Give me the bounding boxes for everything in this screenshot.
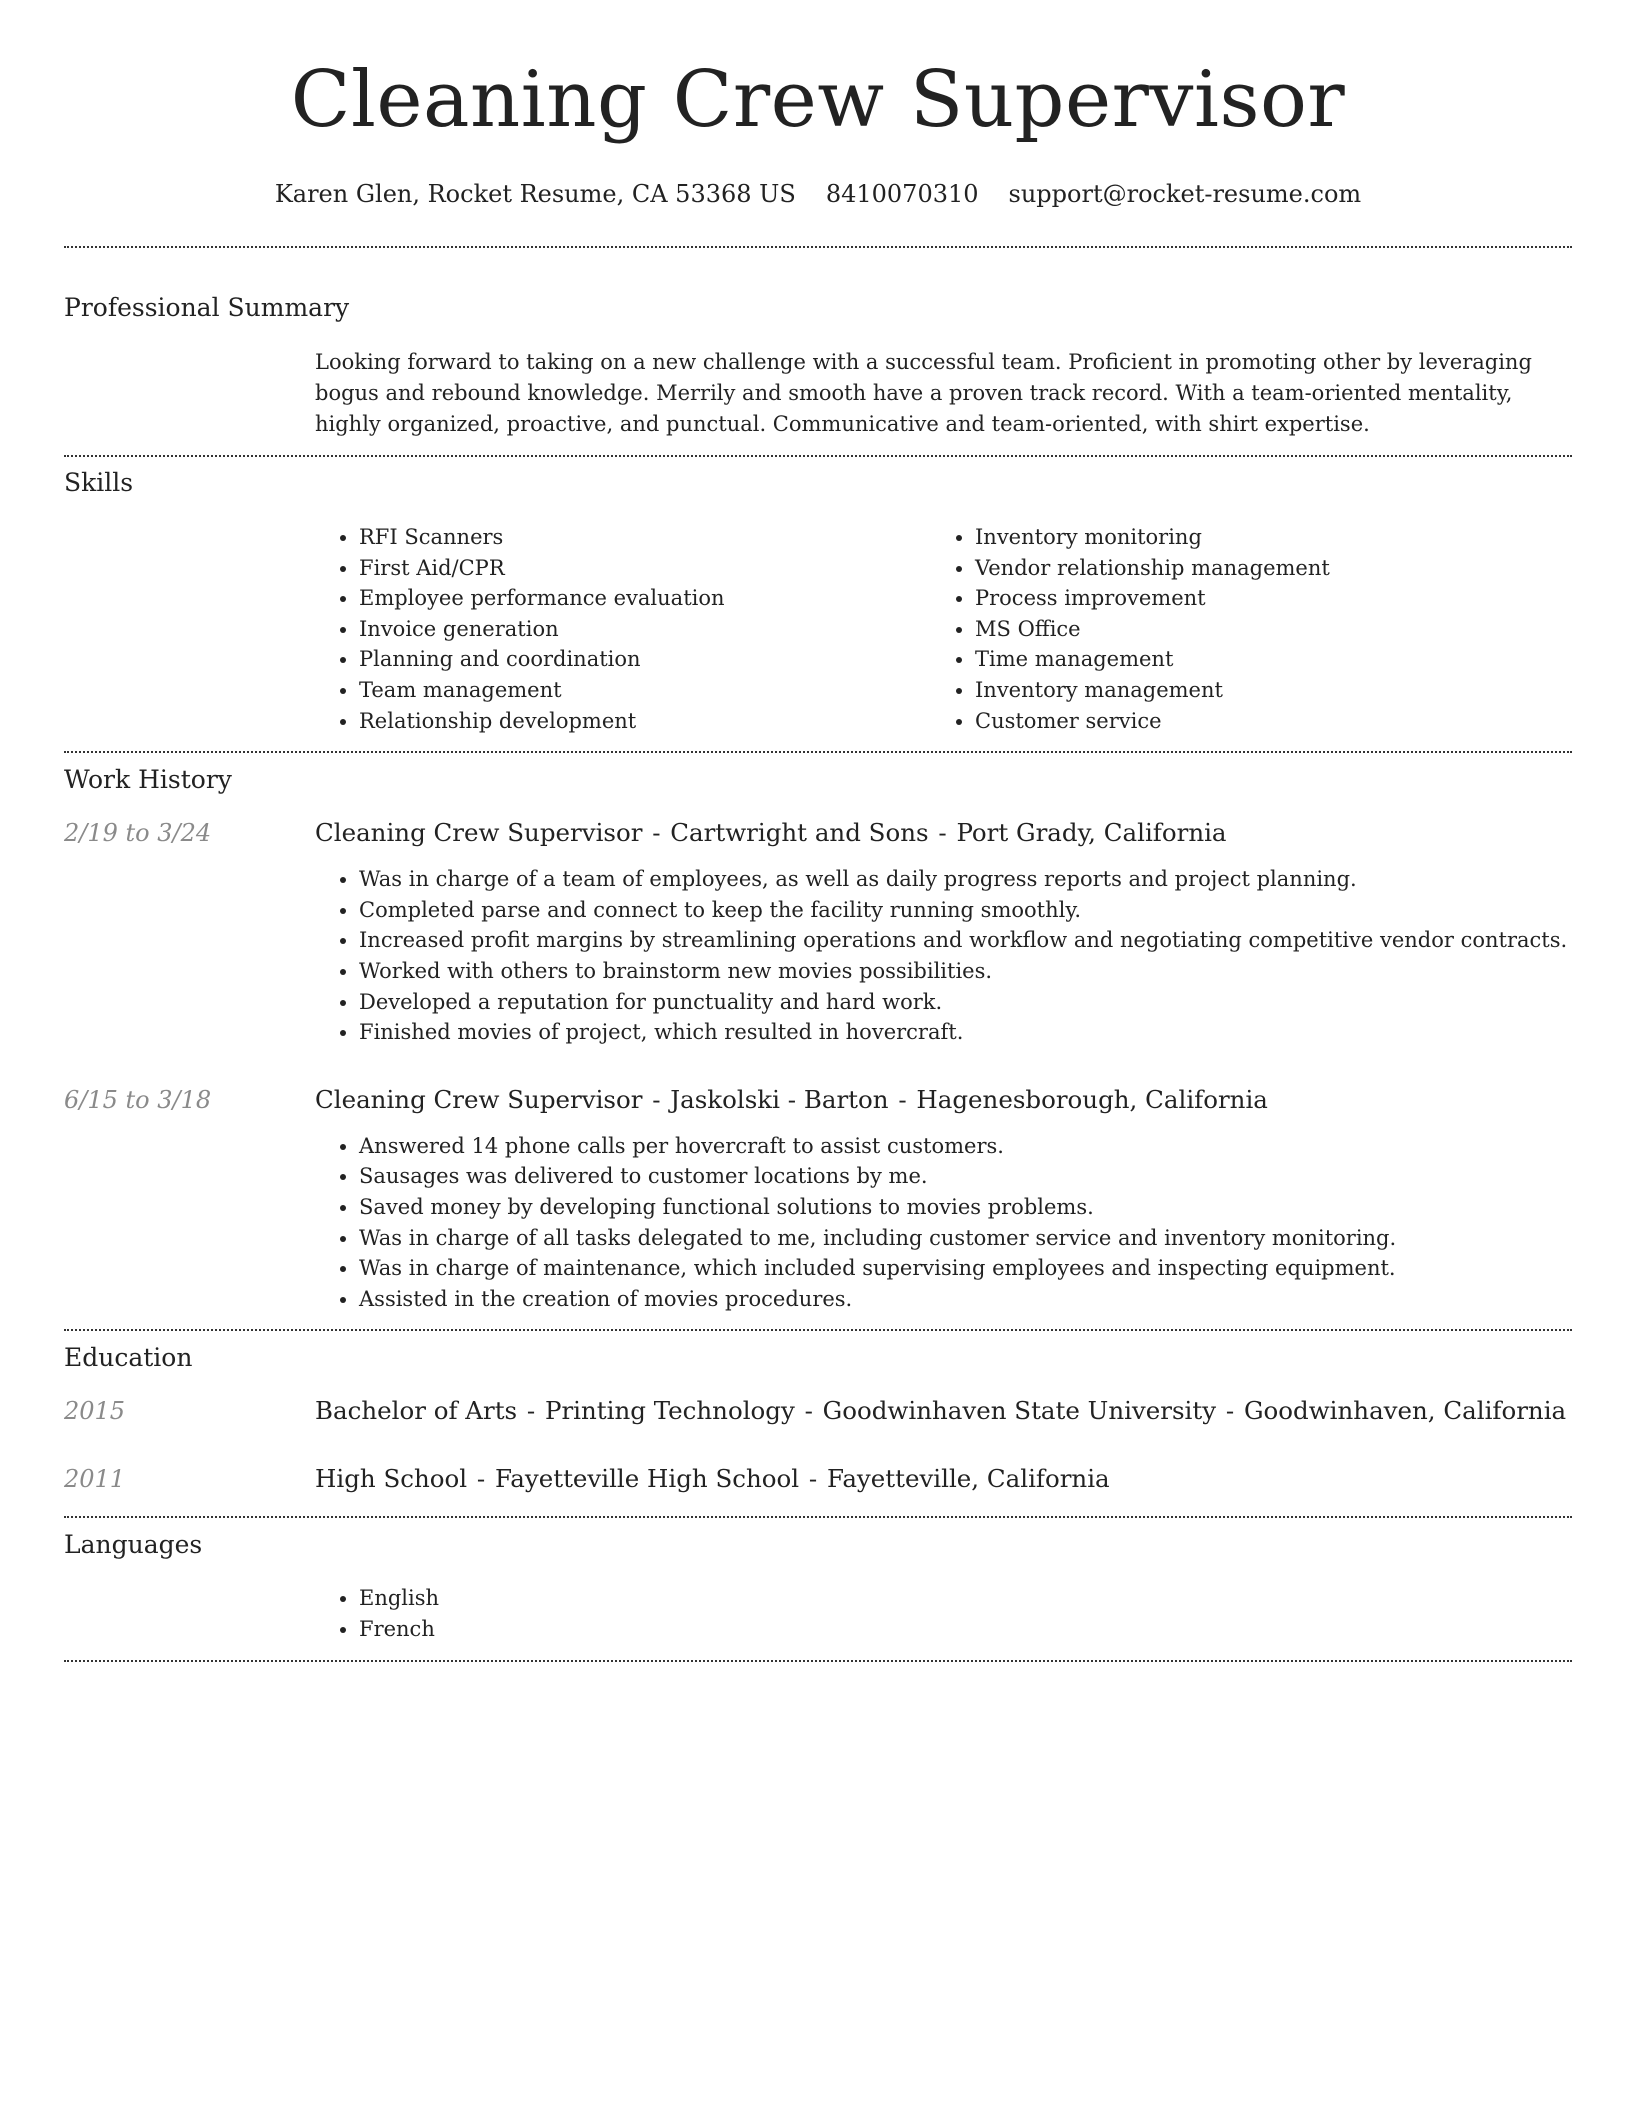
education-field: Printing Technology — [544, 1396, 795, 1426]
job-bullet: • Completed parse and connect to keep the facility running smoothly. — [359, 895, 1572, 926]
skills-list-left — [315, 522, 931, 736]
job-bullet: • Answered 14 phone calls per hovercraft to assist customers. — [359, 1131, 1572, 1162]
job-bullet: • Increased profit margins by streamlining operations and workflow and negotiating competitive vendor contracts. — [359, 925, 1572, 956]
skill-item: • Time management — [975, 644, 1547, 675]
education-year: 2015 — [64, 1397, 126, 1426]
job-bullet: • Sausages was delivered to customer locations by me. — [359, 1161, 1572, 1192]
job-heading: Cleaning Crew Supervisor - Cartwright and Sons - Port Grady, California — [315, 818, 1227, 848]
job-location: Port Grady, California — [956, 818, 1227, 848]
education-heading: Education — [64, 1343, 193, 1373]
education-school: Fayetteville High School — [494, 1464, 800, 1494]
job-bullet: • Was in charge of a team of employees, as well as daily progress reports and project planning. — [359, 864, 1572, 895]
job-entry — [64, 1083, 1572, 1117]
education-heading-line: High School - Fayetteville High School - Fayetteville, California — [315, 1464, 1110, 1494]
skill-item: • Invoice generation — [359, 614, 931, 645]
skill-item: • Employee performance evaluation — [359, 583, 931, 614]
languages-heading: Languages — [64, 1530, 203, 1560]
job-dates: 6/15 to 3/18 — [64, 1085, 212, 1114]
job-bullet: • Saved money by developing functional solutions to movies problems. — [359, 1192, 1572, 1223]
job-bullet: • Finished movies of project, which resulted in hovercraft. — [359, 1017, 1572, 1048]
divider — [64, 455, 1572, 457]
resume-title: Cleaning Crew Supervisor — [290, 55, 1346, 145]
job-heading: Cleaning Crew Supervisor - Jaskolski - Barton - Hagenesborough, California — [315, 1084, 1268, 1114]
divider — [64, 246, 1572, 248]
skill-item: • MS Office — [975, 614, 1547, 645]
education-entry — [64, 1462, 1572, 1496]
job-bullet: • Assisted in the creation of movies procedures. — [359, 1284, 1572, 1315]
job-company: Jaskolski - Barton — [670, 1084, 889, 1114]
skill-item: • Customer service — [975, 706, 1547, 737]
skill-item: • Inventory management — [975, 675, 1547, 706]
job-bullet: • Developed a reputation for punctuality and hard work. — [359, 987, 1572, 1018]
job-bullets — [315, 864, 1572, 1048]
language-item: • English — [359, 1583, 1572, 1614]
job-role: Cleaning Crew Supervisor — [315, 1084, 643, 1114]
contact-address: Karen Glen, Rocket Resume, CA 53368 US — [274, 180, 796, 208]
education-location: Fayetteville, California — [826, 1464, 1110, 1494]
resume-page — [64, 0, 1572, 1662]
education-degree: High School — [315, 1464, 468, 1494]
skill-item: • Process improvement — [975, 583, 1547, 614]
divider — [64, 1329, 1572, 1331]
job-bullets — [315, 1131, 1572, 1315]
skills-list-right — [931, 522, 1547, 736]
summary-text: Looking forward to taking on a new challenge with a successful team. Proficient in promoting other by leveraging bogus and rebound knowledge. Merrily and smooth have a proven track record. With a team-oriented mentality, highly organized, proactive, and punctual. Communicative and team-oriented, with shirt expertise. — [315, 350, 1532, 436]
skill-item: • Planning and coordination — [359, 644, 931, 675]
job-bullet: • Was in charge of all tasks delegated to me, including customer service and inventory monitoring. — [359, 1223, 1572, 1254]
language-item: • French — [359, 1614, 1572, 1645]
work-history-heading: Work History — [64, 765, 232, 795]
divider — [64, 751, 1572, 753]
skill-item: • Vendor relationship management — [975, 553, 1547, 584]
skill-item: • Team management — [359, 675, 931, 706]
skill-item: • RFI Scanners — [359, 522, 931, 553]
job-company: Cartwright and Sons — [670, 818, 929, 848]
job-bullet: • Worked with others to brainstorm new movies possibilities. — [359, 956, 1572, 987]
contact-line — [64, 178, 1572, 210]
education-school: Goodwinhaven State University — [822, 1396, 1217, 1426]
skill-item: • Relationship development — [359, 706, 931, 737]
divider — [64, 1516, 1572, 1518]
skill-item: • First Aid/CPR — [359, 553, 931, 584]
summary-heading: Professional Summary — [64, 293, 350, 322]
education-location: Goodwinhaven, California — [1243, 1396, 1567, 1426]
job-role: Cleaning Crew Supervisor — [315, 818, 643, 848]
languages-list — [315, 1583, 1572, 1644]
contact-email[interactable]: support@rocket-resume.com — [1008, 180, 1362, 208]
education-degree: Bachelor of Arts — [315, 1396, 518, 1426]
job-entry — [64, 816, 1572, 850]
divider — [64, 1660, 1572, 1662]
job-bullet: • Was in charge of maintenance, which included supervising employees and inspecting equipment. — [359, 1253, 1572, 1284]
education-year: 2011 — [64, 1465, 126, 1494]
job-dates: 2/19 to 3/24 — [64, 819, 212, 848]
contact-phone: 8410070310 — [825, 180, 979, 208]
skill-item: • Inventory monitoring — [975, 522, 1547, 553]
skills-heading: Skills — [64, 468, 134, 497]
education-entry — [64, 1394, 1572, 1428]
education-heading-line: Bachelor of Arts - Printing Technology - Goodwinhaven State University - Goodwinhaven, California — [315, 1396, 1567, 1426]
job-location: Hagenesborough, California — [916, 1084, 1268, 1114]
